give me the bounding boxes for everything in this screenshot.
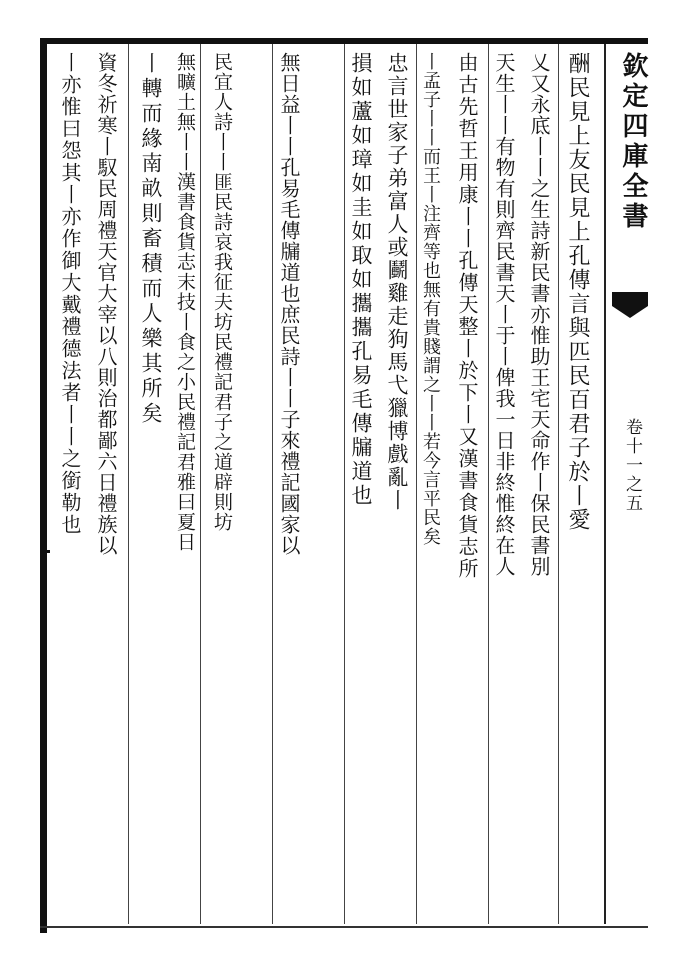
- text-column-12: 資冬祈寒丨馭民周禮天官大宰以八則治都鄙六日禮族以: [94, 52, 118, 556]
- column-rule: [344, 44, 345, 924]
- text-column-8: 無日益丨丨孔易毛傳牖道也庶民詩丨丨子來禮記國家以: [277, 52, 301, 556]
- margin-divider: [604, 44, 606, 924]
- column-rule: [488, 44, 489, 924]
- text-column-13: 丨亦惟曰怨其丨亦作御大戴禮德法者丨丨之銜勒也: [58, 52, 82, 536]
- text-column-2: 乂又永底丨丨之生詩新民書亦惟助王宅天命作丨保民書別: [527, 52, 551, 577]
- border-bottom: [40, 926, 648, 928]
- text-column-7: 損如蘆如璋如圭如取如攜攜孔易毛傳牖道也: [349, 52, 373, 508]
- border-left: [40, 38, 47, 933]
- column-rule: [272, 44, 273, 924]
- text-column-6: 忠言世家子弟富人或鬬雞走狗馬弋獵博戲亂丨: [385, 52, 409, 512]
- text-column-9: 民宜人詩丨丨匪民詩哀我征夫坊民禮記君子之道辟則坊: [211, 52, 233, 532]
- column-rule: [128, 44, 129, 924]
- column-rule: [558, 44, 559, 924]
- text-column-4: 由古先哲王用康丨丨孔傳天整丨於下丨又漢書食貨志所: [455, 52, 479, 580]
- fish-tail-point: [612, 306, 648, 318]
- column-rule: [200, 44, 201, 924]
- text-column-1: 酬民見上友民見上孔傳言與匹民百君子於丨愛: [565, 52, 590, 532]
- text-column-11: 丨轉而緣南畝則畜積而人樂其所矣: [139, 52, 163, 427]
- text-column-5: 丨孟子丨丨而王丨注齊等也無有貴賤謂之丨丨若今言平民矣: [420, 52, 441, 546]
- volume-label: 卷十一之五: [622, 418, 642, 513]
- blot-mark: [40, 550, 50, 553]
- text-column-3: 天生丨丨有物有則齊民書天丨于丨俾我一日非終惟終在人: [492, 52, 516, 577]
- margin-title: 欽定四庫全書: [618, 52, 648, 232]
- fish-tail-mark: [612, 292, 648, 306]
- text-column-10: 無曠土無丨丨漢書食貨志末技丨食之小民禮記君雅曰夏日: [174, 52, 196, 552]
- column-rule: [416, 44, 417, 924]
